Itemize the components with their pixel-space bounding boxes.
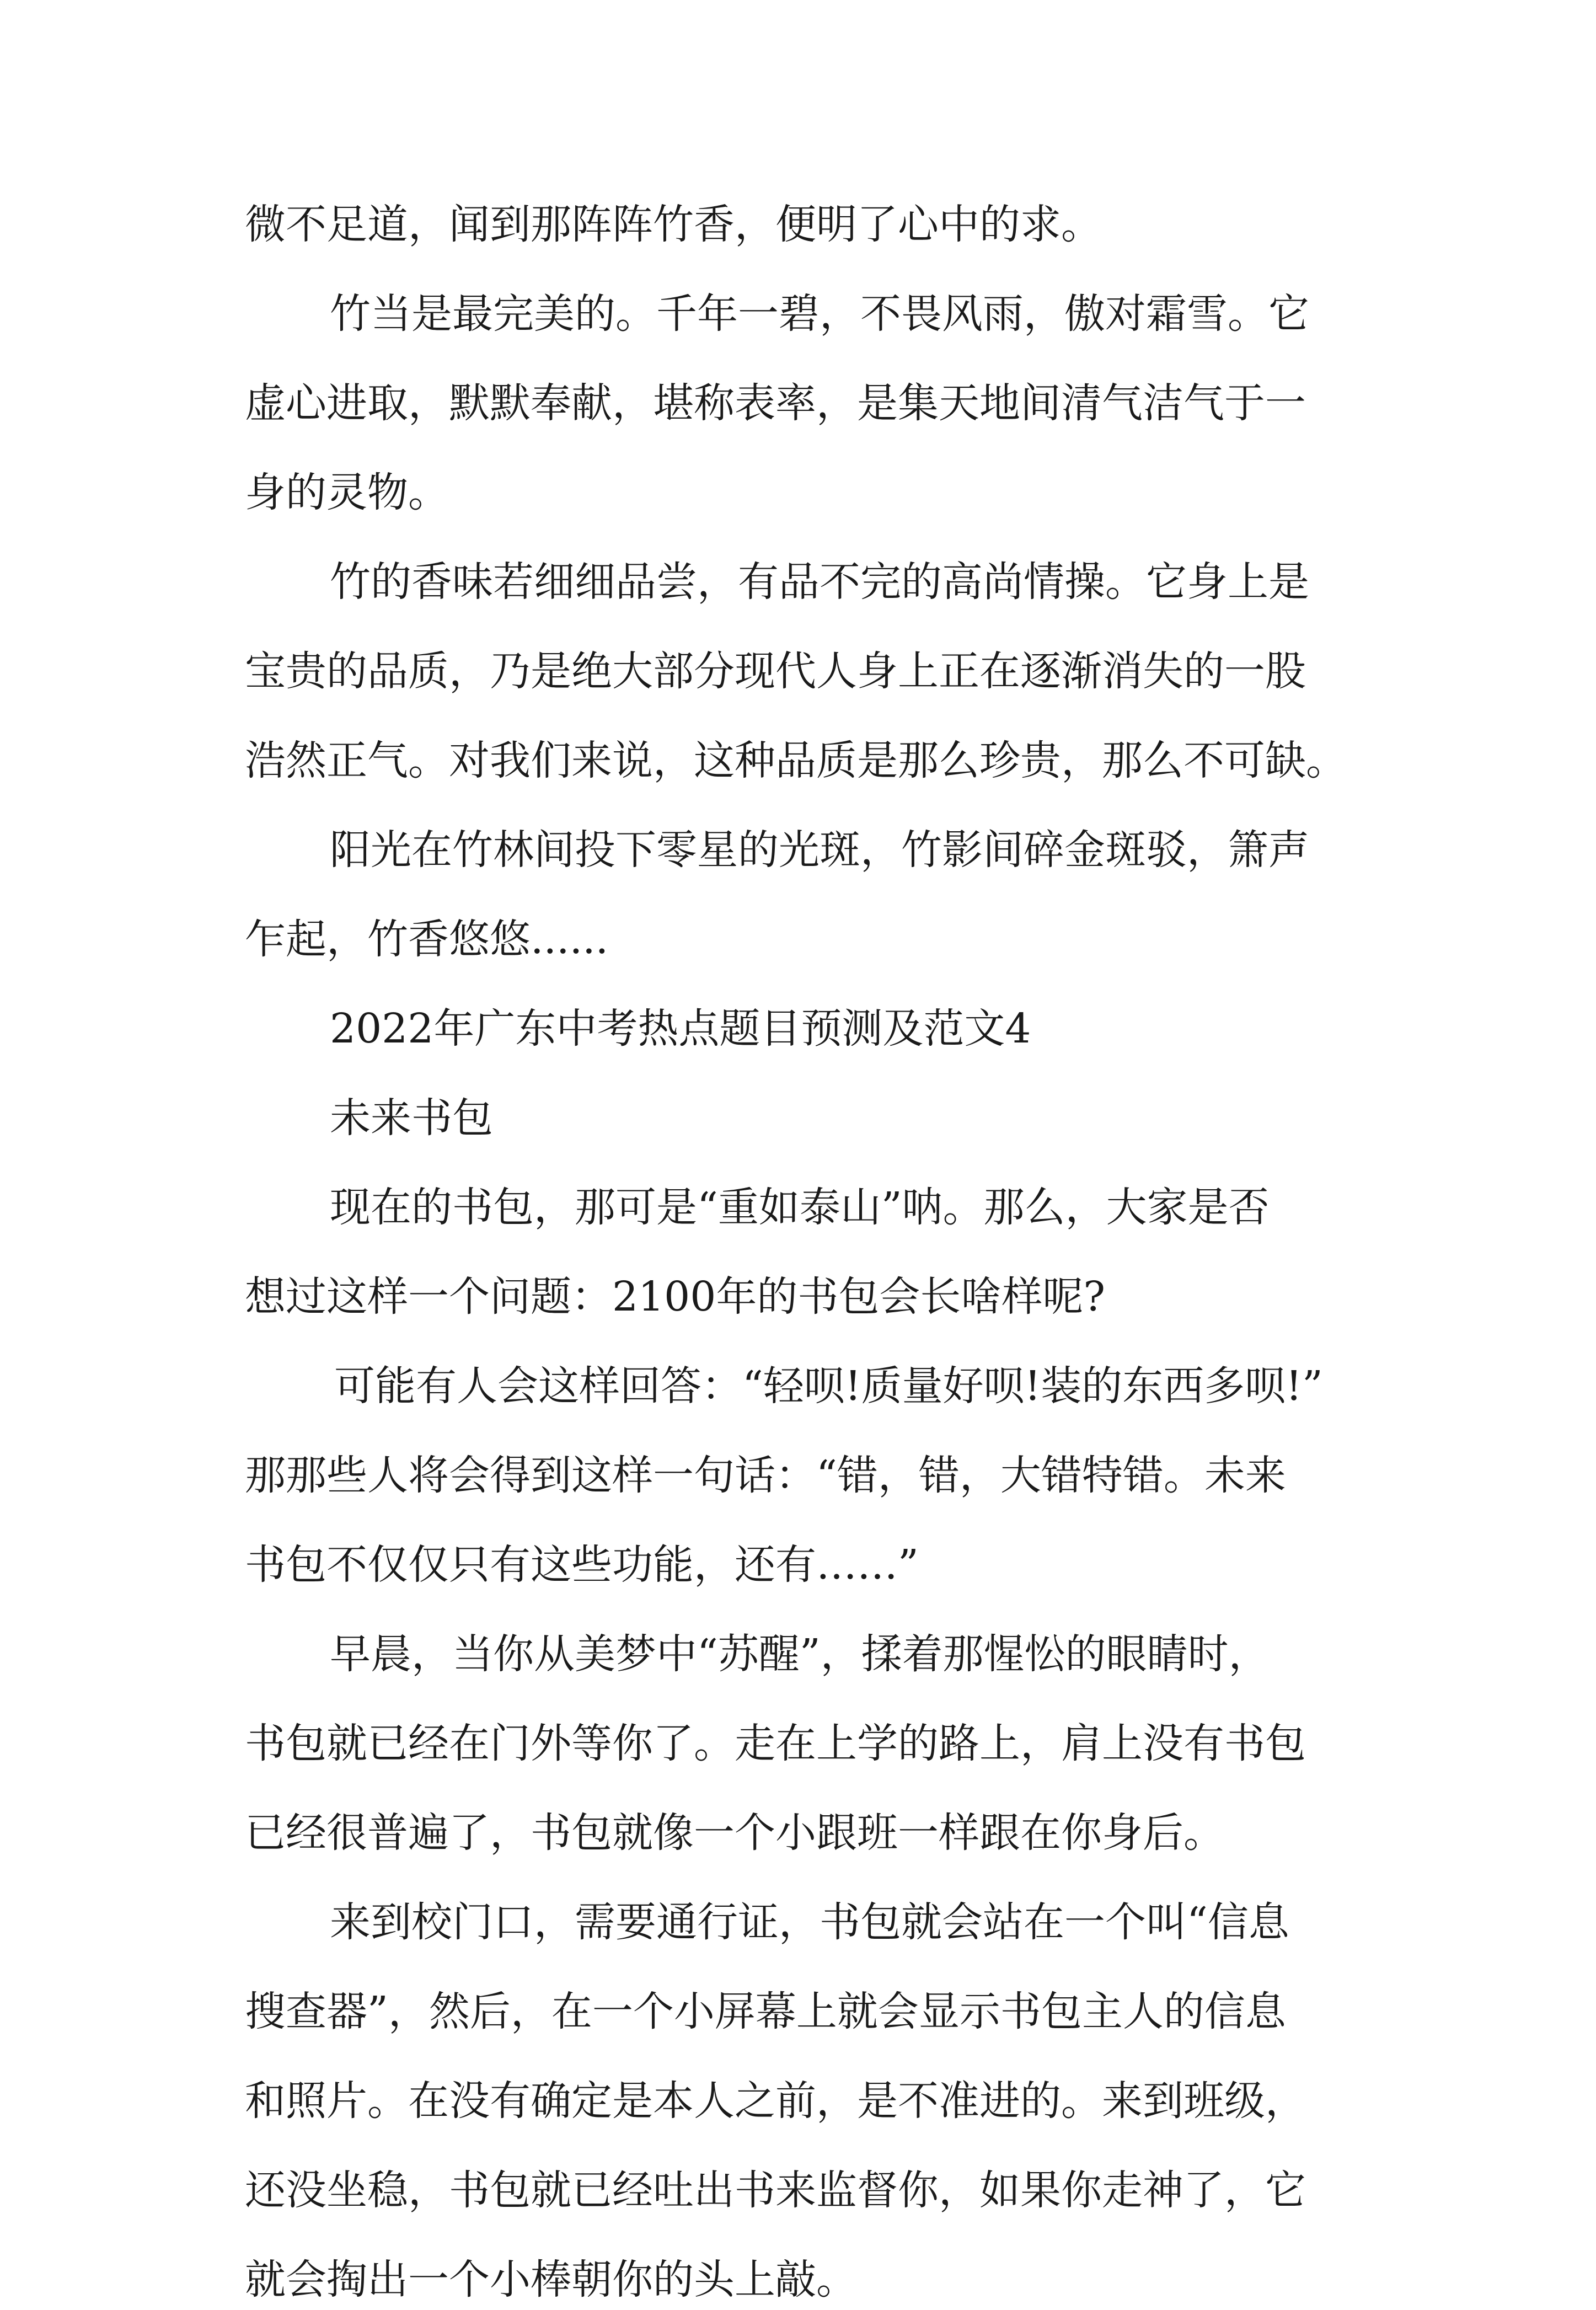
text-line: 微不足道，闻到那阵阵竹香，便明了心中的求。 [245,201,1102,248]
section-heading: 2022年广东中考热点题目预测及范文4 [330,1005,1031,1052]
text-line: 就会掏出一个小棒朝你的头上敲。 [245,2256,857,2303]
text-line: 和照片。在没有确定是本人之前，是不准进的。来到班级， [245,2077,1306,2125]
text-line: 早晨，当你从美梦中“苏醒”，揉着那惺忪的眼睛时， [330,1630,1270,1678]
text-line: 现在的书包，那可是“重如泰山”呐。那么，大家是否 [330,1184,1270,1231]
text-line: 搜查器”，然后，在一个小屏幕上就会显示书包主人的信息 [245,1988,1286,2035]
text-line: 可能有人会这样回答：“轻呗!质量好呗!装的东西多呗!” [334,1362,1323,1410]
text-line: 竹当是最完美的。千年一碧，不畏风雨，傲对霜雪。它 [330,290,1309,338]
text-line: 乍起，竹香悠悠...... [245,916,609,963]
text-line: 宝贵的品质，乃是绝大部分现代人身上正在逐渐消失的一股 [245,648,1306,695]
text-line: 书包就已经在门外等你了。走在上学的路上，肩上没有书包 [245,1720,1306,1767]
text-line: 浩然正气。对我们来说，这种品质是那么珍贵，那么不可缺。 [245,737,1347,784]
text-line: 竹的香味若细细品尝，有品不完的高尚情操。它身上是 [330,558,1309,606]
text-line: 身的灵物。 [245,469,449,516]
text-line: 已经很普遍了，书包就像一个小跟班一样跟在你身后。 [245,1809,1224,1857]
text-line: 那那些人将会得到这样一句话：“错，错，大错特错。未来 [245,1452,1286,1499]
text-line: 还没坐稳，书包就已经吐出书来监督你，如果你走神了，它 [245,2167,1306,2214]
text-line: 书包不仅仅只有这些功能，还有……” [245,1541,919,1589]
essay-title: 未来书包 [330,1094,493,1142]
text-line: 想过这样一个问题：2100年的书包会长啥样呢? [245,1273,1105,1320]
text-line: 阳光在竹林间投下零星的光斑，竹影间碎金斑驳，箫声 [330,826,1309,874]
text-line: 虚心进取，默默奉献，堪称表率，是集天地间清气洁气于一 [245,379,1306,427]
text-line: 来到校门口，需要通行证，书包就会站在一个叫“信息 [330,1899,1289,1946]
